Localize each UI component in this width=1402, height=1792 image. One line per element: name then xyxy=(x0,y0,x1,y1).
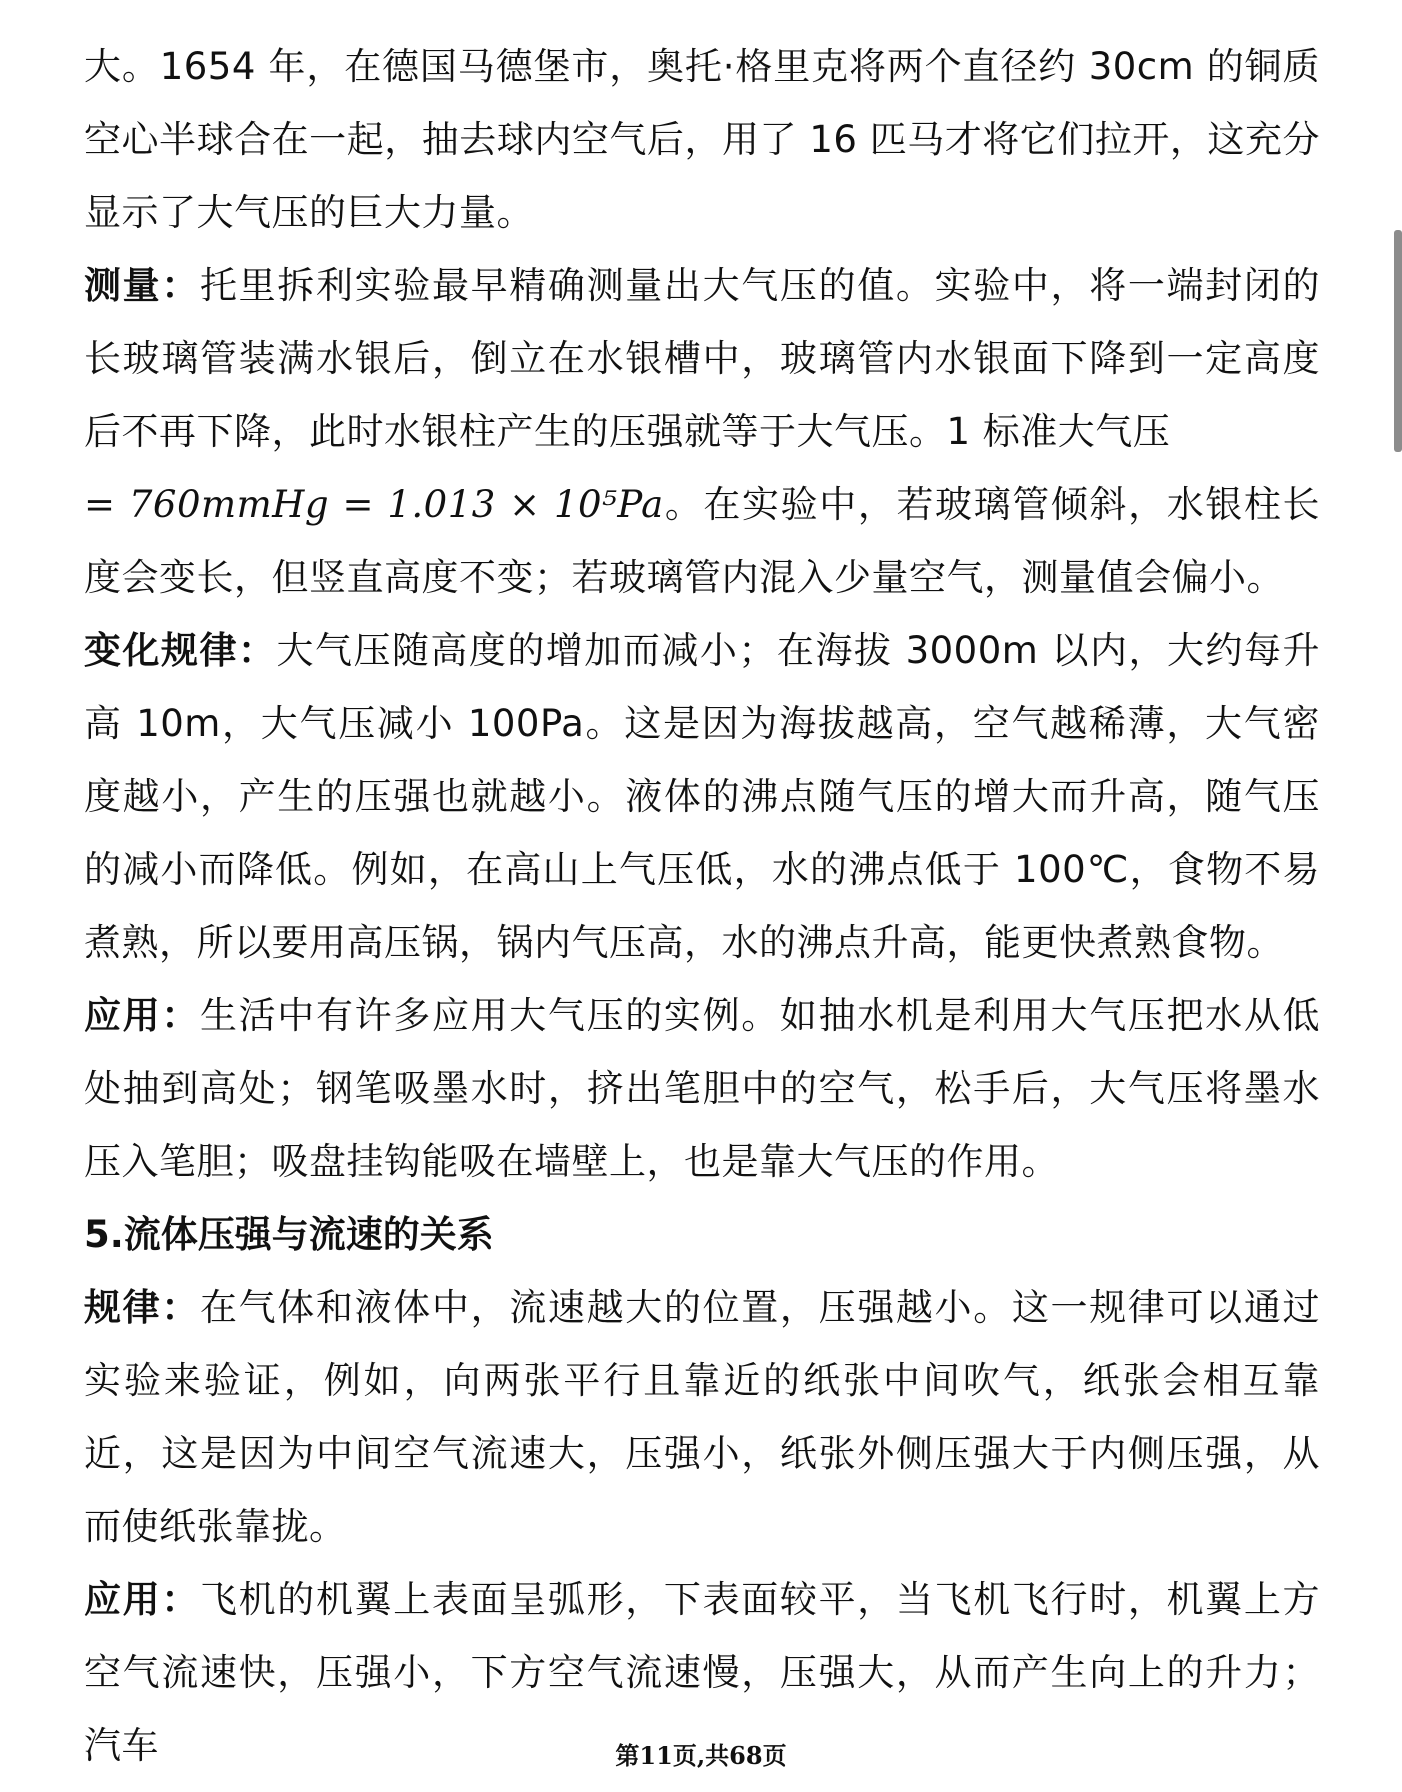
paragraph-label: 变化规律： xyxy=(84,629,277,672)
paragraph-variation-law xyxy=(84,614,1320,979)
paragraph-label: 测量： xyxy=(84,264,200,307)
paragraph-magdeburg xyxy=(84,30,1320,249)
scrollbar-thumb[interactable] xyxy=(1394,230,1402,452)
paragraph-label: 应用： xyxy=(84,994,200,1037)
paragraph-text: 大气压随高度的增加而减小；在海拔 3000m 以内，大约每升高 10m，大气压减小 100Pa。这是因为海拔越高，空气越稀薄，大气密度越小，产生的压强也就越小。液体的沸点随气压的增大而升高，随气压的减小而降低。例如，在高山上气压低，水的沸点低于 100℃，食物不易煮熟，所以要用高压锅，锅内气压高，水的沸点升高，能更快煮熟食物。 xyxy=(84,629,1321,964)
paragraph-text: 生活中有许多应用大气压的实例。如抽水机是利用大气压把水从低处抽到高处；钢笔吸墨水时，挤出笔胆中的空气，松手后，大气压将墨水压入笔胆；吸盘挂钩能吸在墙壁上，也是靠大气压的作用。 xyxy=(84,994,1320,1183)
paragraph-fluid-law xyxy=(84,1271,1320,1563)
section-heading: 5.流体压强与流速的关系 xyxy=(84,1213,494,1256)
paragraph-text: 。在实验中，若玻璃管倾斜，水银柱长度会变长，但竖直高度不变；若玻璃管内混入少量空气，测量值会偏小。 xyxy=(84,483,1321,599)
paragraph-label: 规律： xyxy=(84,1286,200,1329)
page-indicator: 第11页,共68页 xyxy=(615,1741,787,1770)
document-body xyxy=(84,30,1320,1782)
paragraph-text: 大。1654 年，在德国马德堡市，奥托·格里克将两个直径约 30cm 的铜质空心半球合在一起，抽去球内空气后，用了 16 匹马才将它们拉开，这充分显示了大气压的巨大力量。 xyxy=(84,45,1320,234)
paragraph-text: 飞机的机翼上表面呈弧形，下表面较平，当飞机飞行时，机翼上方空气流速快，压强小，下方空气流速慢，压强大，从而产生向上的升力；汽车 xyxy=(84,1578,1320,1767)
paragraph-text: 托里拆利实验最早精确测量出大气压的值。实验中，将一端封闭的长玻璃管装满水银后，倒立在水银槽中，玻璃管内水银面下降到一定高度后不再下降，此时水银柱产生的压强就等于大气压。1 标准大气压 xyxy=(84,264,1320,453)
pressure-formula: = 760mmHg = 1.013 × 10⁵Pa xyxy=(84,483,664,526)
paragraph-measurement xyxy=(84,249,1320,614)
paragraph-label: 应用： xyxy=(84,1578,200,1621)
paragraph-text: 在气体和液体中，流速越大的位置，压强越小。这一规律可以通过实验来验证，例如，向两张平行且靠近的纸张中间吹气，纸张会相互靠近，这是因为中间空气流速大，压强小，纸张外侧压强大于内侧压强，从而使纸张靠拢。 xyxy=(84,1286,1320,1548)
paragraph-application xyxy=(84,979,1320,1198)
